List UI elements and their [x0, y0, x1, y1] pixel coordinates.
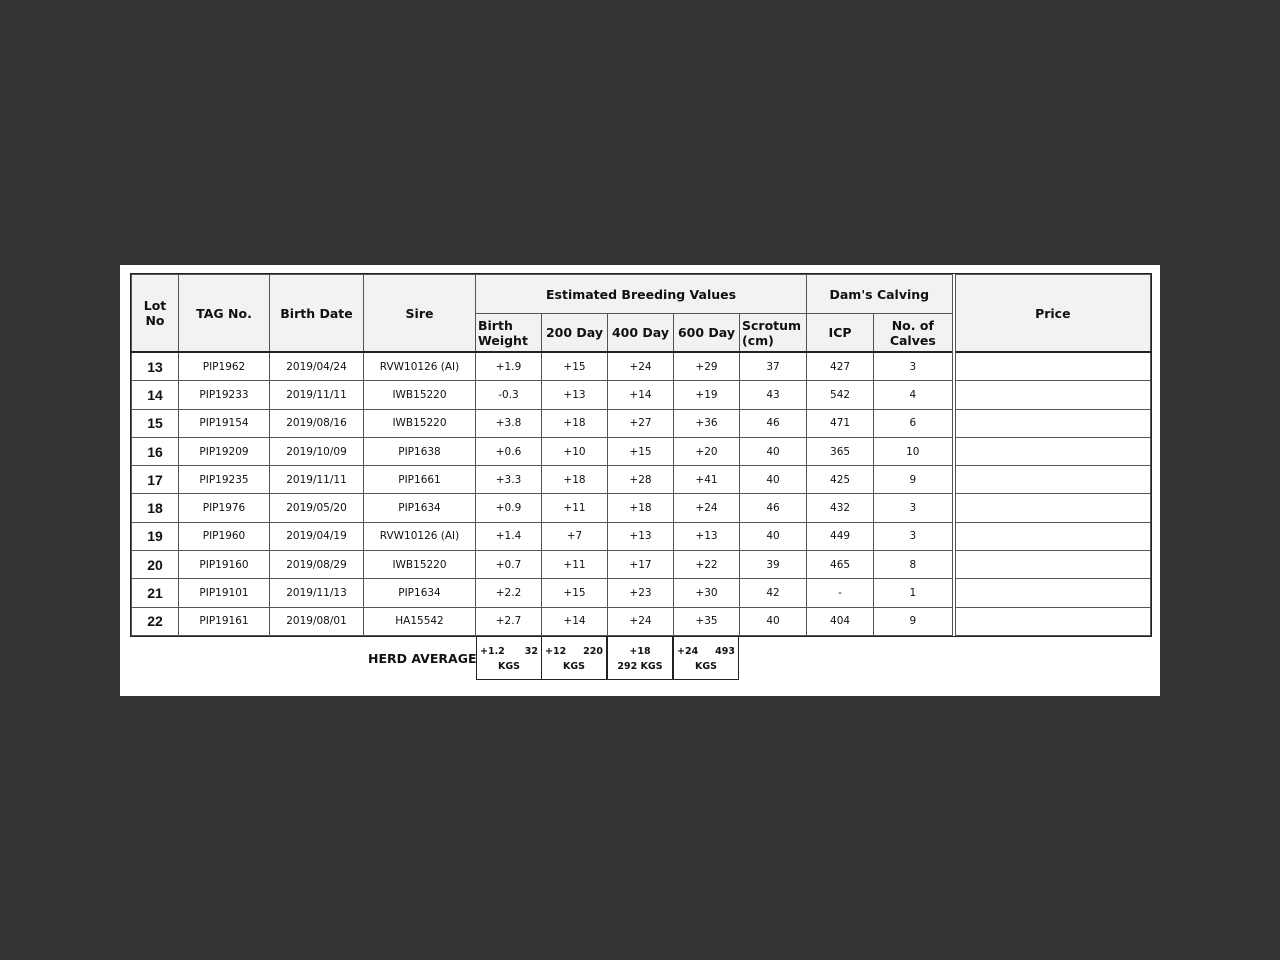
herd-average-400-day-kg: 292 KGS [617, 661, 663, 672]
lot-no: 14 [132, 381, 179, 409]
ebv-birth-weight: +2.7 [476, 607, 542, 635]
lot-no: 22 [132, 607, 179, 635]
price-cell[interactable] [954, 607, 1151, 635]
tag-no: PIP19101 [179, 579, 270, 607]
ebv-400-day: +14 [608, 381, 674, 409]
ebv-birth-weight: +3.8 [476, 409, 542, 437]
ebv-200-day: +13 [542, 381, 608, 409]
scrotum: 37 [740, 352, 807, 381]
no-calves: 3 [874, 522, 954, 550]
ebv-600-day: +29 [674, 352, 740, 381]
price-cell[interactable] [954, 352, 1151, 381]
header-scrotum [740, 314, 807, 353]
birth-date: 2019/08/16 [270, 409, 364, 437]
header-400-day [608, 314, 674, 353]
no-calves: 6 [874, 409, 954, 437]
lot-no: 17 [132, 466, 179, 494]
price-cell[interactable] [954, 494, 1151, 522]
header-200-day-label: 200 Day [545, 325, 604, 340]
scrotum: 42 [740, 579, 807, 607]
price-cell[interactable] [954, 522, 1151, 550]
scrotum: 40 [740, 466, 807, 494]
scrotum: 39 [740, 551, 807, 579]
sire: PIP1634 [364, 494, 476, 522]
header-lot-no-label: Lot No [143, 298, 167, 328]
header-sire [364, 275, 476, 353]
birth-date: 2019/08/29 [270, 551, 364, 579]
price-cell[interactable] [954, 466, 1151, 494]
sire: HA15542 [364, 607, 476, 635]
ebv-600-day: +22 [674, 551, 740, 579]
herd-average-400-day-ebv: +18 [629, 646, 651, 657]
header-no-calves-label: No. of Calves [889, 317, 936, 348]
table-row [132, 352, 1151, 381]
header-birth-weight [476, 314, 542, 353]
no-calves: 1 [874, 579, 954, 607]
header-price [954, 275, 1151, 353]
table-row [132, 607, 1151, 635]
header-icp [807, 314, 874, 353]
icp: 432 [807, 494, 874, 522]
sire: PIP1634 [364, 579, 476, 607]
lot-no: 20 [132, 551, 179, 579]
sire: IWB15220 [364, 409, 476, 437]
ebv-birth-weight: +1.4 [476, 522, 542, 550]
header-birth-date-label: Birth Date [280, 305, 353, 321]
no-calves: 9 [874, 466, 954, 494]
header-birth-date [270, 275, 364, 353]
sire: RVW10126 (AI) [364, 352, 476, 381]
icp: 425 [807, 466, 874, 494]
header-no-calves [874, 314, 954, 353]
ebv-birth-weight: +0.6 [476, 437, 542, 465]
price-cell[interactable] [954, 551, 1151, 579]
herd-average-600-day [673, 636, 739, 680]
ebv-400-day: +13 [608, 522, 674, 550]
herd-average-200-day-ebv: +12 [545, 646, 567, 657]
table-row [132, 551, 1151, 579]
ebv-400-day: +24 [608, 607, 674, 635]
tag-no: PIP19235 [179, 466, 270, 494]
ebv-birth-weight: -0.3 [476, 381, 542, 409]
header-600-day-label: 600 Day [677, 325, 736, 340]
header-price-label: Price [1035, 305, 1071, 321]
herd-average-600-day-unit: KGS [694, 661, 717, 672]
icp: 471 [807, 409, 874, 437]
scrotum: 40 [740, 437, 807, 465]
ebv-200-day: +11 [542, 494, 608, 522]
scrotum: 46 [740, 409, 807, 437]
ebv-400-day: +28 [608, 466, 674, 494]
tag-no: PIP19233 [179, 381, 270, 409]
herd-average-birth-weight-unit: KGS [497, 661, 520, 672]
icp: 427 [807, 352, 874, 381]
herd-average-birth-weight [476, 636, 542, 680]
birth-date: 2019/11/13 [270, 579, 364, 607]
lot-no: 15 [132, 409, 179, 437]
table-row [132, 409, 1151, 437]
no-calves: 4 [874, 381, 954, 409]
herd-average-200-day-kg: 220 [583, 646, 603, 657]
ebv-400-day: +18 [608, 494, 674, 522]
header-ebv-group-label: Estimated Breeding Values [545, 286, 737, 302]
ebv-600-day: +19 [674, 381, 740, 409]
no-calves: 10 [874, 437, 954, 465]
tag-no: PIP19161 [179, 607, 270, 635]
header-400-day-label: 400 Day [611, 325, 670, 340]
header-sire-label: Sire [405, 305, 434, 321]
herd-average-birth-weight-kg: 32 [524, 646, 538, 657]
ebv-600-day: +20 [674, 437, 740, 465]
herd-average-600-day-kg: 493 [715, 646, 735, 657]
header-600-day [674, 314, 740, 353]
icp: 449 [807, 522, 874, 550]
icp: 542 [807, 381, 874, 409]
ebv-600-day: +41 [674, 466, 740, 494]
header-dam-calving-group [807, 275, 954, 314]
header-dam-calving-label: Dam's Calving [829, 286, 930, 302]
icp: - [807, 579, 874, 607]
price-cell[interactable] [954, 381, 1151, 409]
ebv-600-day: +13 [674, 522, 740, 550]
header-lot-no [132, 275, 179, 353]
lot-no: 21 [132, 579, 179, 607]
table-row [132, 437, 1151, 465]
header-scrotum-label: Scrotum (cm) [742, 317, 802, 348]
birth-date: 2019/11/11 [270, 466, 364, 494]
header-tag-no [179, 275, 270, 353]
price-cell[interactable] [954, 437, 1151, 465]
table-row [132, 522, 1151, 550]
scrotum: 43 [740, 381, 807, 409]
ebv-400-day: +24 [608, 352, 674, 381]
tag-no: PIP19160 [179, 551, 270, 579]
price-cell[interactable] [954, 409, 1151, 437]
ebv-200-day: +14 [542, 607, 608, 635]
ebv-200-day: +15 [542, 579, 608, 607]
no-calves: 3 [874, 494, 954, 522]
header-icp-label: ICP [828, 325, 852, 340]
ebv-200-day: +18 [542, 466, 608, 494]
birth-date: 2019/04/19 [270, 522, 364, 550]
herd-average-400-day [607, 636, 673, 680]
ebv-birth-weight: +3.3 [476, 466, 542, 494]
tag-no: PIP19209 [179, 437, 270, 465]
header-ebv-group [476, 275, 807, 314]
no-calves: 8 [874, 551, 954, 579]
herd-average-200-day-unit: KGS [562, 661, 585, 672]
scrotum: 40 [740, 522, 807, 550]
icp: 404 [807, 607, 874, 635]
birth-date: 2019/05/20 [270, 494, 364, 522]
header-200-day [542, 314, 608, 353]
sire: IWB15220 [364, 381, 476, 409]
sale-lot-table [131, 274, 1151, 636]
sire: PIP1661 [364, 466, 476, 494]
birth-date: 2019/08/01 [270, 607, 364, 635]
ebv-600-day: +30 [674, 579, 740, 607]
icp: 365 [807, 437, 874, 465]
ebv-600-day: +35 [674, 607, 740, 635]
no-calves: 3 [874, 352, 954, 381]
birth-date: 2019/04/24 [270, 352, 364, 381]
birth-date: 2019/10/09 [270, 437, 364, 465]
lot-no: 16 [132, 437, 179, 465]
birth-date: 2019/11/11 [270, 381, 364, 409]
herd-average-label: HERD AVERAGE [368, 651, 477, 666]
ebv-400-day: +27 [608, 409, 674, 437]
ebv-600-day: +36 [674, 409, 740, 437]
sire: RVW10126 (AI) [364, 522, 476, 550]
header-tag-no-label: TAG No. [196, 305, 252, 321]
ebv-200-day: +7 [542, 522, 608, 550]
ebv-birth-weight: +0.7 [476, 551, 542, 579]
herd-average-200-day [541, 636, 607, 680]
no-calves: 9 [874, 607, 954, 635]
ebv-birth-weight: +1.9 [476, 352, 542, 381]
sale-sheet [120, 265, 1160, 696]
sire: IWB15220 [364, 551, 476, 579]
ebv-200-day: +10 [542, 437, 608, 465]
ebv-400-day: +23 [608, 579, 674, 607]
ebv-birth-weight: +2.2 [476, 579, 542, 607]
header-birth-weight-label: Birth Weight [478, 317, 528, 348]
ebv-200-day: +11 [542, 551, 608, 579]
ebv-600-day: +24 [674, 494, 740, 522]
tag-no: PIP1962 [179, 352, 270, 381]
table-row [132, 579, 1151, 607]
table-row [132, 381, 1151, 409]
table-row [132, 466, 1151, 494]
scrotum: 40 [740, 607, 807, 635]
table-row [132, 494, 1151, 522]
lot-no: 19 [132, 522, 179, 550]
icp: 465 [807, 551, 874, 579]
ebv-400-day: +17 [608, 551, 674, 579]
ebv-birth-weight: +0.9 [476, 494, 542, 522]
tag-no: PIP1976 [179, 494, 270, 522]
ebv-200-day: +18 [542, 409, 608, 437]
lot-no: 13 [132, 352, 179, 381]
tag-no: PIP19154 [179, 409, 270, 437]
price-cell[interactable] [954, 579, 1151, 607]
ebv-400-day: +15 [608, 437, 674, 465]
scrotum: 46 [740, 494, 807, 522]
herd-average-birth-weight-ebv: +1.2 [480, 646, 505, 657]
ebv-200-day: +15 [542, 352, 608, 381]
tag-no: PIP1960 [179, 522, 270, 550]
lot-no: 18 [132, 494, 179, 522]
herd-average-600-day-ebv: +24 [677, 646, 699, 657]
sire: PIP1638 [364, 437, 476, 465]
